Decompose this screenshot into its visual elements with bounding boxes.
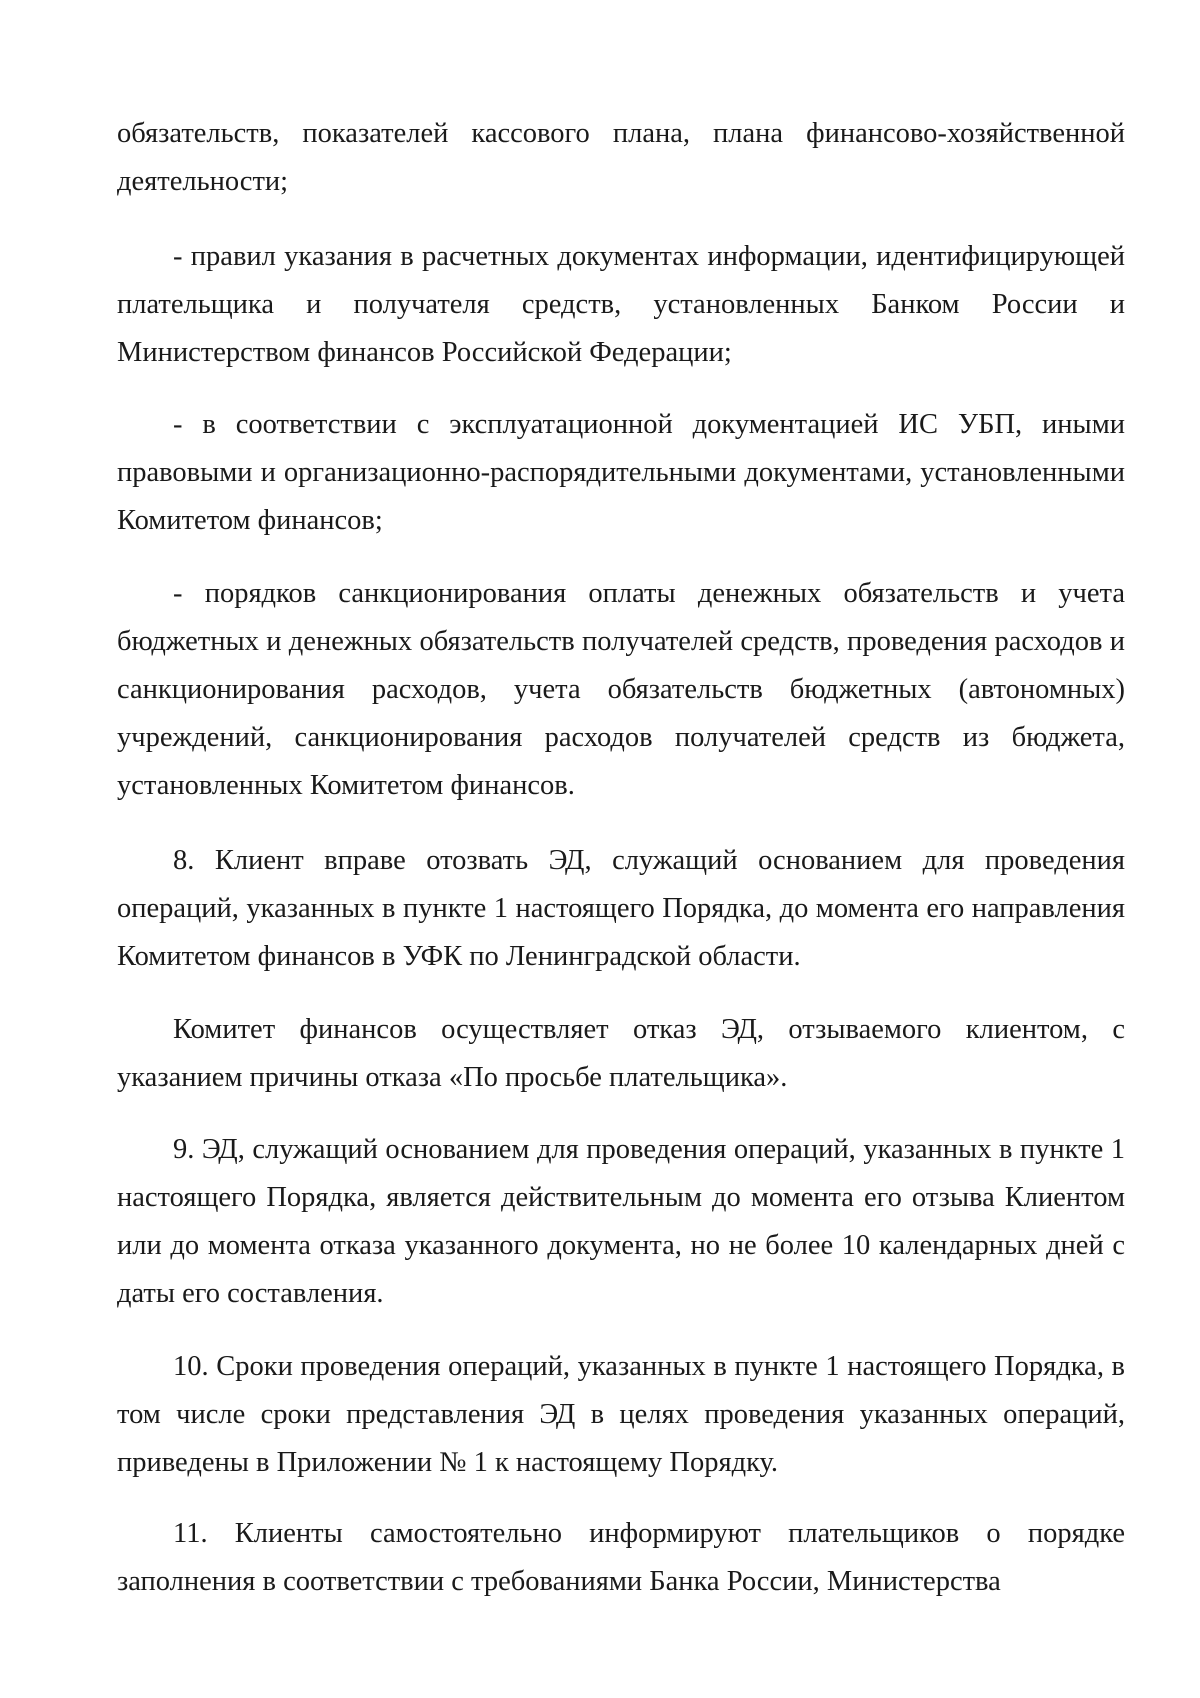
paragraph-item-10: 10. Сроки проведения операций, указанных в пункте 1 настоящего Порядка, в том числе сроки представления ЭД в целях проведения указанных операций, приведены в Приложении № 1 к настоящему Порядку. <box>117 1351 1125 1478</box>
paragraph-rule-ubp-docs: - в соответствии с эксплуатационной документацией ИС УБП, иными правовыми и организационно-распорядительными документами, установленными Комитетом финансов; <box>117 409 1125 536</box>
paragraph-rule-sanctioning: - порядков санкционирования оплаты денежных обязательств и учета бюджетных и денежных обязательств получателей средств, проведения расходов и санкционирования расходов, учета обязательств бюджетных (автономных) учреждений, санкционирования расходов получателей средств из бюджета, установленных Комитетом финансов. <box>117 578 1125 801</box>
paragraph-item-8-refusal: Комитет финансов осуществляет отказ ЭД, отзываемого клиентом, с указанием причины отказа «По просьбе плательщика». <box>117 1014 1125 1093</box>
paragraph-item-8: 8. Клиент вправе отозвать ЭД, служащий основанием для проведения операций, указанных в пункте 1 настоящего Порядка, до момента его направления Комитетом финансов в УФК по Ленинградской области. <box>117 845 1125 972</box>
paragraph-item-9: 9. ЭД, служащий основанием для проведения операций, указанных в пункте 1 настоящего Порядка, является действительным до момента его отзыва Клиентом или до момента отказа указанного документа, но не более 10 календарных дней с даты его составления. <box>117 1134 1125 1309</box>
paragraph-continuation: обязательств, показателей кассового плана, плана финансово-хозяйственной деятельности; <box>117 118 1125 197</box>
paragraph-item-11: 11. Клиенты самостоятельно информируют плательщиков о порядке заполнения в соответствии с требованиями Банка России, Министерства <box>117 1518 1125 1597</box>
paragraph-rule-payment-docs: - правил указания в расчетных документах информации, идентифицирующей плательщика и получателя средств, установленных Банком России и Министерством финансов Российской Федерации; <box>117 241 1125 368</box>
